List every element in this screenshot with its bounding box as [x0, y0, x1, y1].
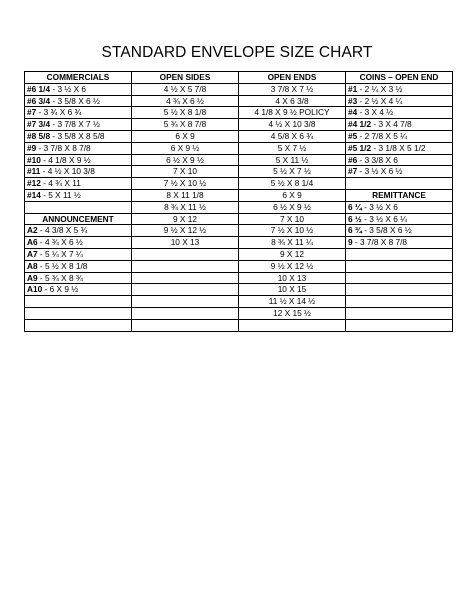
envelope-code: 6 ¾: [348, 225, 362, 236]
table-row: [25, 213, 453, 225]
table-cell: 6 ½ X 9 ½: [239, 201, 346, 213]
table-cell: 5 ½ X 7 ½: [239, 166, 346, 178]
table-cell: 7 X 10: [132, 166, 239, 178]
table-cell: [25, 319, 132, 331]
section-subheader: REMITTANCE: [346, 189, 453, 201]
table-cell: [25, 83, 132, 95]
table-row: [25, 142, 453, 154]
envelope-dimensions: - 6 X 9 ½: [42, 284, 79, 295]
table-cell: 5 ½ X 8 1/8: [132, 107, 239, 119]
table-cell: 7 ½ X 10 ½: [239, 225, 346, 237]
table-cell: 5 X 7 ½: [239, 142, 346, 154]
table-cell: [25, 284, 132, 296]
envelope-dimensions: - 5 ¾ X 8 ¾: [37, 272, 83, 283]
table-cell: [239, 319, 346, 331]
table-cell: [25, 95, 132, 107]
table-cell: 4 5/8 X 6 ¾: [239, 130, 346, 142]
envelope-code: #14: [27, 189, 41, 200]
table-body: [25, 83, 453, 331]
envelope-code: A2: [27, 225, 38, 236]
table-cell: 9 X 12: [132, 213, 239, 225]
table-cell: 7 X 10: [239, 213, 346, 225]
envelope-code: #9: [27, 142, 37, 153]
table-row: [25, 296, 453, 308]
envelope-dimensions: - 3 X 4 ½: [357, 107, 394, 118]
table-cell: [25, 142, 132, 154]
envelope-code: #12: [27, 178, 41, 189]
envelope-code: A9: [27, 272, 38, 283]
table-cell: [25, 225, 132, 237]
table-row: [25, 201, 453, 213]
envelope-dimensions: - 3 7/8 X 8 7/8: [36, 142, 91, 153]
envelope-code: A10: [27, 284, 43, 295]
table-cell: [346, 284, 453, 296]
envelope-code: #1: [348, 83, 358, 94]
table-cell: [346, 260, 453, 272]
envelope-dimensions: - 5 X 11 ½: [40, 189, 81, 200]
table-cell: [346, 225, 453, 237]
envelope-dimensions: - 4 3/8 X 5 ¾: [37, 225, 88, 236]
table-row: [25, 272, 453, 284]
table-cell: [132, 284, 239, 296]
table-row: [25, 260, 453, 272]
header-commercials: COMMERCIALS: [25, 72, 132, 84]
table-cell: [346, 83, 453, 95]
table-cell: [346, 319, 453, 331]
envelope-dimensions: - 2 ½ X 4 ¼: [357, 95, 403, 106]
envelope-code: #3: [348, 95, 358, 106]
table-cell: [25, 272, 132, 284]
envelope-dimensions: - 4 ¾ X 11: [40, 178, 81, 189]
envelope-dimensions: - 3 ½ X 6: [50, 83, 87, 94]
table-cell: [25, 307, 132, 319]
table-cell: 8 ¾ X 11 ½: [132, 201, 239, 213]
table-cell: 6 X 9 ½: [132, 142, 239, 154]
table-cell: [346, 154, 453, 166]
table-cell: [25, 107, 132, 119]
table-cell: 4 ¾ X 6 ½: [132, 95, 239, 107]
envelope-dimensions: - 3 1/8 X 5 1/2: [371, 142, 426, 153]
envelope-size-table: [24, 71, 453, 332]
table-row: [25, 237, 453, 249]
envelope-code: #8 5/8: [27, 130, 51, 141]
table-cell: [132, 296, 239, 308]
table-cell: 6 ½ X 9 ½: [132, 154, 239, 166]
table-row: [25, 154, 453, 166]
envelope-dimensions: - 3 X 4 7/8: [371, 119, 412, 130]
envelope-dimensions: - 3 7/8 X 7 ½: [50, 119, 100, 130]
table-row: [25, 189, 453, 201]
table-cell: [346, 213, 453, 225]
envelope-code: #7: [27, 107, 37, 118]
table-cell: [346, 201, 453, 213]
envelope-code: #6 1/4: [27, 83, 51, 94]
table-cell: 9 ½ X 12 ½: [239, 260, 346, 272]
table-cell: [132, 272, 239, 284]
envelope-dimensions: - 4 ½ X 10 3/8: [40, 166, 95, 177]
envelope-code: #6 3/4: [27, 95, 51, 106]
table-cell: [132, 319, 239, 331]
table-cell: [132, 307, 239, 319]
envelope-dimensions: - 3 ¾ X 6 ¾: [36, 107, 82, 118]
table-cell: 10 X 13: [132, 237, 239, 249]
table-cell: [346, 130, 453, 142]
table-row: [25, 166, 453, 178]
table-cell: 3 7/8 X 7 ½: [239, 83, 346, 95]
envelope-dimensions: - 5 ½ X 8 1/8: [37, 260, 88, 271]
table-row: [25, 248, 453, 260]
table-row: [25, 225, 453, 237]
envelope-code: #5: [348, 130, 358, 141]
table-cell: [25, 154, 132, 166]
table-cell: [25, 130, 132, 142]
envelope-dimensions: - 3 5/8 X 6 ½: [50, 95, 100, 106]
table-cell: 10 X 15: [239, 284, 346, 296]
envelope-code: #5 1/2: [348, 142, 372, 153]
table-cell: [25, 178, 132, 190]
table-row: [25, 107, 453, 119]
envelope-code: #6: [348, 154, 358, 165]
header-coins-open-end: COINS – OPEN END: [346, 72, 453, 84]
table-cell: [25, 119, 132, 131]
envelope-dimensions: - 3 ½ X 6: [361, 201, 398, 212]
envelope-code: A6: [27, 237, 38, 248]
envelope-code: 6 ¼: [348, 201, 362, 212]
header-open-ends: OPEN ENDS: [239, 72, 346, 84]
table-cell: [346, 95, 453, 107]
envelope-dimensions: - 3 3/8 X 6: [357, 154, 398, 165]
table-cell: [346, 248, 453, 260]
envelope-code: A8: [27, 260, 38, 271]
table-cell: [346, 307, 453, 319]
envelope-dimensions: - 5 ¼ X 7 ¼: [37, 248, 83, 259]
table-cell: 4 X 6 3/8: [239, 95, 346, 107]
envelope-dimensions: - 2 ¼ X 3 ½: [357, 83, 403, 94]
envelope-dimensions: - 3 ½ X 6 ½: [357, 166, 403, 177]
table-header-row: [25, 72, 453, 84]
table-cell: 8 ¾ X 11 ¼: [239, 237, 346, 249]
table-row: [25, 83, 453, 95]
table-cell: 11 ½ X 14 ½: [239, 296, 346, 308]
table-cell: 7 ½ X 10 ½: [132, 178, 239, 190]
table-cell: [25, 166, 132, 178]
table-cell: [346, 272, 453, 284]
envelope-dimensions: - 3 ½ X 6 ¼: [361, 213, 408, 224]
table-cell: [25, 260, 132, 272]
envelope-code: A7: [27, 248, 38, 259]
envelope-code: #11: [27, 166, 41, 177]
table-cell: 5 ¾ X 8 7/8: [132, 119, 239, 131]
table-row: [25, 95, 453, 107]
table-cell: 5 ½ X 8 1/4: [239, 178, 346, 190]
envelope-dimensions: - 2 7/8 X 5 ¼: [357, 130, 408, 141]
table-cell: [132, 260, 239, 272]
table-cell: [346, 178, 453, 190]
table-cell: [346, 142, 453, 154]
envelope-dimensions: - 3 5/8 X 6 ½: [361, 225, 412, 236]
table-row: [25, 307, 453, 319]
envelope-code: #7 3/4: [27, 119, 51, 130]
table-cell: [346, 119, 453, 131]
envelope-dimensions: - 4 1/8 X 9 ½: [40, 154, 91, 165]
envelope-code: #4: [348, 107, 358, 118]
table-cell: [346, 237, 453, 249]
table-cell: 4 1/8 X 9 ½ POLICY: [239, 107, 346, 119]
table-row: [25, 319, 453, 331]
table-row: [25, 119, 453, 131]
table-cell: [346, 296, 453, 308]
table-cell: 9 X 12: [239, 248, 346, 260]
table-cell: [25, 296, 132, 308]
envelope-code: #4 1/2: [348, 119, 372, 130]
envelope-dimensions: - 3 7/8 X 8 7/8: [352, 237, 408, 248]
table-cell: [25, 189, 132, 201]
section-subheader: ANNOUNCEMENT: [25, 213, 132, 225]
table-cell: [25, 248, 132, 260]
table-cell: 8 X 11 1/8: [132, 189, 239, 201]
table-cell: 12 X 15 ½: [239, 307, 346, 319]
table-cell: 6 X 9: [239, 189, 346, 201]
table-cell: 5 X 11 ½: [239, 154, 346, 166]
envelope-dimensions: - 3 5/8 X 8 5/8: [50, 130, 105, 141]
envelope-dimensions: - 4 ¾ X 6 ½: [37, 237, 83, 248]
envelope-code: 6 ½: [348, 213, 362, 224]
table-cell: [25, 237, 132, 249]
table-cell: 4 ½ X 10 3/8: [239, 119, 346, 131]
table-row: [25, 178, 453, 190]
table-cell: 10 X 13: [239, 272, 346, 284]
table-row: [25, 130, 453, 142]
envelope-code: 9: [348, 237, 353, 248]
table-cell: [346, 166, 453, 178]
page-title: STANDARD ENVELOPE SIZE CHART: [101, 44, 373, 61]
header-open-sides: OPEN SIDES: [132, 72, 239, 84]
table-cell: [346, 107, 453, 119]
table-cell: 4 ½ X 5 7/8: [132, 83, 239, 95]
envelope-code: #7: [348, 166, 358, 177]
envelope-code: #10: [27, 154, 41, 165]
table-cell: [25, 201, 132, 213]
table-cell: 6 X 9: [132, 130, 239, 142]
table-cell: [132, 248, 239, 260]
table-row: [25, 284, 453, 296]
table-cell: 9 ½ X 12 ½: [132, 225, 239, 237]
